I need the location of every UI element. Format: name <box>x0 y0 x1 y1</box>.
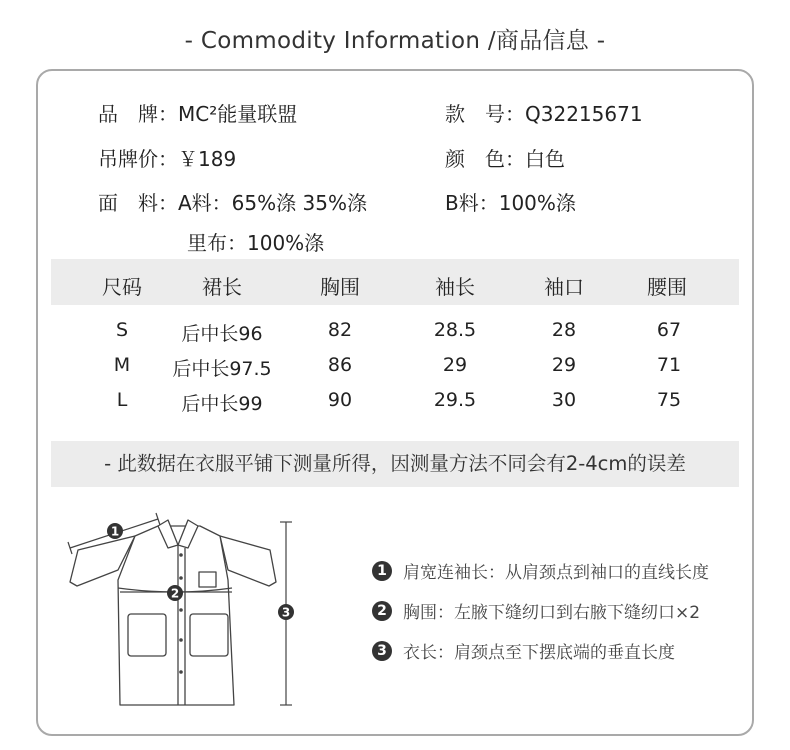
table-cell: 29 <box>442 354 468 376</box>
table-cell: 90 <box>327 389 353 411</box>
marker-1-label: 1 <box>110 524 120 539</box>
color-value: 白色 <box>525 147 565 171</box>
legend-item <box>372 638 675 663</box>
table-cell: L <box>116 389 128 411</box>
price-label: 吊牌价： <box>98 147 178 171</box>
left-pocket <box>128 614 166 656</box>
table-header-cuff: 袖口 <box>544 275 584 299</box>
table-cell: 75 <box>656 389 682 411</box>
table-header-chest: 胸围 <box>320 275 360 299</box>
fabric-label: 面 料： <box>98 191 178 215</box>
page-title: - Commodity Information /商品信息 - <box>184 28 606 54</box>
table-cell: 67 <box>656 319 682 341</box>
price-value: ￥189 <box>178 147 237 171</box>
fabric-b-value: B料：100%涤 <box>445 191 576 215</box>
legend-text: 衣长：肩颈点至下摆底端的垂直长度 <box>403 643 675 663</box>
right-sleeve <box>220 536 276 586</box>
number-3-icon: 3 <box>372 641 392 661</box>
lining-value: 里布：100%涤 <box>187 231 325 255</box>
table-cell: 30 <box>551 389 577 411</box>
table-cell: 后中长97.5 <box>172 358 272 380</box>
table-cell: 82 <box>327 319 353 341</box>
table-cell: 后中长96 <box>181 323 263 345</box>
number-2-icon: 2 <box>372 601 392 621</box>
table-header-waist: 腰围 <box>647 275 687 299</box>
style-number-row <box>445 98 643 127</box>
table-cell: 后中长99 <box>181 393 263 415</box>
fabric-a-value: A料：65%涤 35%涤 <box>178 191 367 215</box>
marker-2-label: 2 <box>170 586 180 601</box>
brand-value: MC²能量联盟 <box>178 102 298 126</box>
legend-item <box>372 558 709 583</box>
legend-text: 肩宽连袖长：从肩颈点到袖口的直线长度 <box>403 563 709 583</box>
garment-diagram <box>60 508 310 723</box>
table-cell: S <box>115 319 129 341</box>
style-number-label: 款 号： <box>445 102 525 126</box>
table-header-sleeve: 袖长 <box>435 275 475 299</box>
marker-3-icon <box>278 604 294 620</box>
brand-row <box>98 98 297 127</box>
table-cell: 29 <box>551 354 577 376</box>
brand-label: 品 牌： <box>98 102 178 126</box>
marker-2-icon <box>167 585 183 601</box>
table-header-length: 裙长 <box>202 275 242 299</box>
fabric-row <box>98 187 367 216</box>
price-row <box>98 143 236 172</box>
chest-pocket <box>199 572 216 587</box>
table-cell: 28.5 <box>433 319 477 341</box>
marker-1-icon <box>107 523 123 539</box>
table-cell: M <box>113 354 131 376</box>
measurement-note: - 此数据在衣服平铺下测量所得，因测量方法不同会有2-4cm的误差 <box>104 452 686 475</box>
color-label: 颜 色： <box>445 147 525 171</box>
number-1-icon: 1 <box>372 561 392 581</box>
table-cell: 86 <box>327 354 353 376</box>
right-pocket <box>190 614 228 656</box>
legend-text: 胸围：左腋下缝纫口到右腋下缝纫口×2 <box>403 603 701 623</box>
size-table-header <box>51 259 739 305</box>
table-cell: 28 <box>551 319 577 341</box>
color-row <box>445 143 565 172</box>
table-header-size: 尺码 <box>102 275 142 299</box>
table-cell: 29.5 <box>433 389 477 411</box>
style-number-value: Q32215671 <box>525 102 643 126</box>
marker-3-label: 3 <box>281 605 291 620</box>
legend-item <box>372 598 700 623</box>
table-cell: 71 <box>656 354 682 376</box>
